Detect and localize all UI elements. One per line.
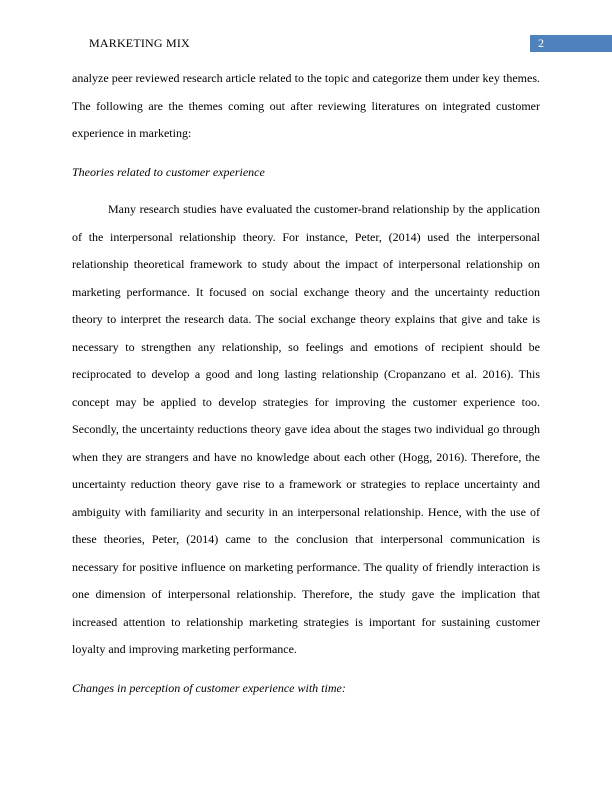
- section-heading-theories: Theories related to customer experience: [72, 165, 265, 179]
- header-title: MARKETING MIX: [89, 36, 190, 50]
- page-number: 2: [538, 36, 544, 50]
- page-number-box: [530, 35, 612, 52]
- intro-paragraph: analyze peer reviewed research article related to the topic and categorize them under key themes. The following are the themes coming out after reviewing literatures on integrated customer experience in marketing:: [72, 71, 540, 140]
- section-heading-changes: Changes in perception of customer experience with time:: [72, 681, 346, 695]
- theories-paragraph: Many research studies have evaluated the customer-brand relationship by the application of the interpersonal relationship theory. For instance, Peter, (2014) used the interpersonal relationship theoretical framework to study about the impact of interpersonal relationship on marketing performance. It focused on social exchange theory and the uncertainty reduction theory to interpret the research data. The social exchange theory explains that give and take is necessary to strengthen any relationship, so feelings and emotions of recipient should be reciprocated to develop a good and long lasting relationship (Cropanzano et al. 2016). This concept may be applied to develop strategies for improving the customer experience too. Secondly, the uncertainty reductions theory gave idea about the stages two individual go through when they are strangers and have no knowledge about each other (Hogg, 2016). Therefore, the uncertainty reduction theory gave rise to a framework or strategies to replace uncertainty and ambiguity with familiarity and security in an interpersonal relationship. Hence, with the use of these theories, Peter, (2014) came to the conclusion that interpersonal communication is necessary for positive influence on marketing performance. The quality of friendly interaction is one dimension of interpersonal relationship. Therefore, the study gave the implication that increased attention to relationship marketing strategies is important for sustaining customer loyalty and improving marketing performance.: [72, 202, 540, 656]
